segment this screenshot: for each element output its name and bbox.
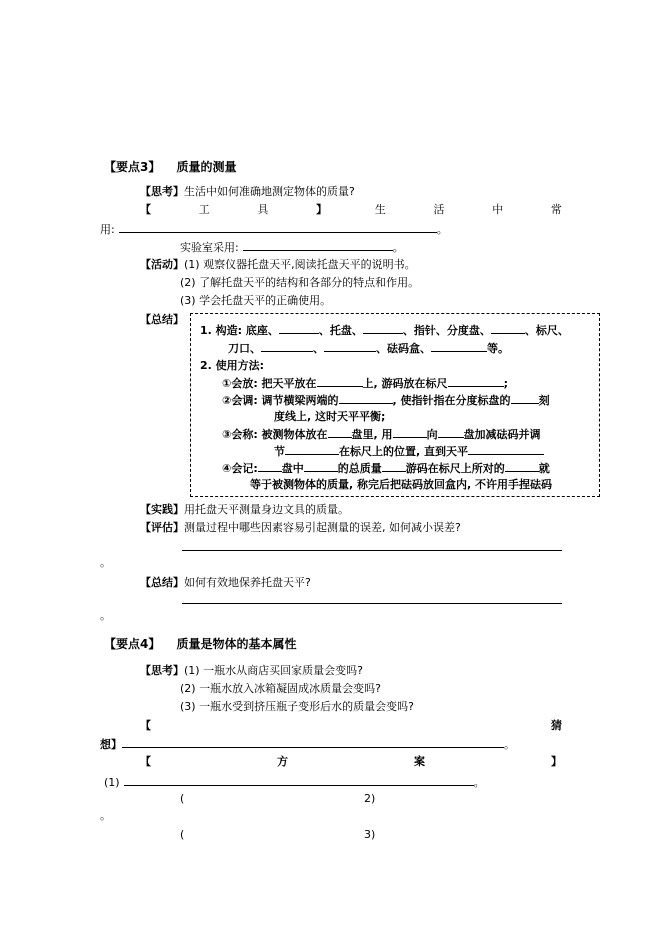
answer-blank[interactable] xyxy=(468,444,544,455)
lab-line xyxy=(180,240,404,255)
guess-label: 想】 xyxy=(100,738,122,751)
method-text: 节 xyxy=(274,445,285,458)
answer-blank[interactable] xyxy=(124,775,474,786)
period: 。 xyxy=(100,556,111,569)
guess-char: 猜 xyxy=(551,719,562,732)
period: 。 xyxy=(473,776,485,789)
method-text: 游码在标尺上所对的 xyxy=(405,462,505,475)
plan-number: (1) xyxy=(104,776,120,789)
section4-header xyxy=(104,637,297,651)
answer-blank[interactable] xyxy=(324,341,376,352)
maintain-line xyxy=(140,576,311,590)
structure-text: 砝码盒、 xyxy=(387,342,431,355)
activity-item: (1) 观察仪器托盘天平,阅读托盘天平的说明书。 xyxy=(184,258,416,271)
question: (1) 一瓶水从商店买回家质量会变吗? xyxy=(184,664,363,677)
method-adjust xyxy=(222,393,550,408)
structure-text: 底座、 xyxy=(245,324,279,337)
method-text: 在标尺上的位置, 直到天平 xyxy=(339,445,469,458)
section3-label: 【要点3】 xyxy=(104,160,161,174)
plan-item-1 xyxy=(104,775,485,790)
maintain-text: 如何有效地保养托盘天平? xyxy=(184,576,311,589)
tools-bracket-open: 【 xyxy=(140,203,151,216)
plan-bracket-open: 【 xyxy=(140,755,151,768)
answer-blank[interactable] xyxy=(328,427,352,438)
method-record xyxy=(222,461,550,476)
answer-blank[interactable] xyxy=(505,461,539,472)
section4-label: 【要点4】 xyxy=(104,637,161,651)
structure-label: 1. 构造: xyxy=(200,324,243,337)
lab-text: 实验室采用: xyxy=(180,241,239,254)
activity-line xyxy=(140,258,416,272)
tools-char: 工 xyxy=(198,203,210,216)
period: 。 xyxy=(392,241,404,254)
guess-line xyxy=(100,737,515,752)
structure-text: 刀口、 xyxy=(228,342,261,355)
answer-blank[interactable] xyxy=(363,323,403,334)
tools-char: 活 xyxy=(433,203,445,216)
method-text: 盘里, 用 xyxy=(351,428,393,441)
method-text: 就 xyxy=(538,462,550,475)
structure-text: 托盘、 xyxy=(329,324,363,337)
activity-item: (3) 学会托盘天平的正确使用。 xyxy=(180,294,332,307)
tools-bracket-close: 】 xyxy=(316,203,328,216)
summary-label: 【总结】 xyxy=(140,313,184,326)
period: 。 xyxy=(100,809,111,822)
method-text: 刻 xyxy=(538,394,550,407)
answer-blank[interactable] xyxy=(448,376,504,387)
answer-line[interactable] xyxy=(182,603,562,604)
answer-blank[interactable] xyxy=(339,393,393,404)
structure-text: 指针、分度盘、 xyxy=(413,324,491,337)
tools-row xyxy=(140,203,562,217)
answer-line[interactable] xyxy=(182,550,562,551)
method-text: 上, 游码放在标尺 xyxy=(362,377,448,390)
method-text: 盘加减砝码并调 xyxy=(463,428,541,441)
comma: 、 xyxy=(313,342,324,355)
guess-row xyxy=(140,719,562,733)
answer-blank[interactable] xyxy=(122,737,504,748)
method-weigh-2 xyxy=(274,444,544,459)
method-text: ①会放: 把天平放在 xyxy=(222,377,317,390)
think-label: 【思考】 xyxy=(140,664,184,677)
section4-title: 质量是物体的基本属性 xyxy=(176,637,297,651)
activity-label: 【活动】 xyxy=(140,258,184,271)
answer-blank[interactable] xyxy=(304,461,338,472)
question: (3) 一瓶水受到挤压瓶子变形后水的质量会变吗? xyxy=(180,700,414,713)
think-text: 生活中如何准确地测定物体的质量? xyxy=(184,185,355,198)
eval-label: 【评估】 xyxy=(140,521,184,534)
plan-bracket-close: 】 xyxy=(551,755,562,768)
answer-blank[interactable] xyxy=(438,427,464,438)
answer-blank[interactable] xyxy=(261,341,313,352)
method-text: 的总质量 xyxy=(337,462,382,475)
method-text: ; xyxy=(503,377,508,390)
method-weigh xyxy=(222,427,541,442)
summary-label: 【总结】 xyxy=(140,576,184,589)
structure-text: 、标尺、 xyxy=(524,324,569,337)
tools-char: 常 xyxy=(550,203,562,216)
question: (2) 一瓶水放入冰箱凝固成冰质量会变吗? xyxy=(180,682,381,695)
period: 。 xyxy=(504,738,515,751)
section3-title: 质量的测量 xyxy=(176,160,237,174)
answer-blank[interactable] xyxy=(243,240,393,251)
method-text: ③会称: 被测物体放在 xyxy=(222,428,328,441)
answer-blank[interactable] xyxy=(511,393,539,404)
plan-number: 3) xyxy=(364,828,376,841)
plan-char: 方 xyxy=(277,755,288,768)
think-label: 【思考】 xyxy=(140,185,184,198)
think4-line xyxy=(140,664,363,678)
answer-blank[interactable] xyxy=(119,222,437,233)
plan-row xyxy=(140,755,562,769)
plan-open-paren: ( xyxy=(180,792,185,805)
method-adjust-2: 度线上, 这时天平平衡; xyxy=(274,410,386,423)
method-record-2: 等于被测物体的质量, 称完后把砝码放回盒内, 不许用手捏砝码 xyxy=(250,478,553,491)
guess-bracket-open: 【 xyxy=(140,719,151,732)
comma: 、 xyxy=(402,324,414,337)
use-label: 用: xyxy=(100,223,115,236)
period: 。 xyxy=(436,223,448,236)
comma: 、 xyxy=(318,324,330,337)
method-text: ④会记: xyxy=(222,462,258,475)
answer-blank[interactable] xyxy=(285,444,339,455)
usage-label: 2. 使用方法: xyxy=(200,359,265,372)
method-text: 向 xyxy=(426,428,438,441)
method-text: 盘中 xyxy=(281,462,304,475)
eval-line xyxy=(140,521,461,535)
tools-char: 中 xyxy=(492,203,504,216)
answer-blank[interactable] xyxy=(317,376,363,387)
answer-blank[interactable] xyxy=(258,461,282,472)
answer-blank[interactable] xyxy=(382,461,406,472)
answer-blank[interactable] xyxy=(491,323,525,334)
practice-line xyxy=(140,503,349,517)
section3-header xyxy=(104,160,237,174)
tools-char: 具 xyxy=(257,203,269,216)
structure-line-2 xyxy=(228,341,509,356)
use-line xyxy=(100,222,448,237)
tools-char: 生 xyxy=(374,203,386,216)
activity-item: (2) 了解托盘天平的结构和各部分的特点和作用。 xyxy=(180,276,420,289)
answer-blank[interactable] xyxy=(393,427,427,438)
answer-blank[interactable] xyxy=(431,341,487,352)
method-text: ②会调: 调节横梁两端的 xyxy=(222,394,339,407)
plan-char: 案 xyxy=(414,755,425,768)
think-line xyxy=(140,185,355,199)
method-text: , 使指针指在分度标盘的 xyxy=(392,394,511,407)
period: 。 xyxy=(100,609,111,622)
method-place xyxy=(222,376,508,391)
plan-open-paren: ( xyxy=(180,828,185,841)
answer-blank[interactable] xyxy=(279,323,319,334)
structure-line xyxy=(200,323,569,338)
structure-text: 等。 xyxy=(487,342,509,355)
plan-number: 2) xyxy=(364,792,376,805)
comma: 、 xyxy=(376,342,387,355)
practice-text: 用托盘天平测量身边文具的质量。 xyxy=(184,503,349,516)
eval-text: 测量过程中哪些因素容易引起测量的误差, 如何减小误差? xyxy=(184,521,461,534)
practice-label: 【实践】 xyxy=(140,503,184,516)
